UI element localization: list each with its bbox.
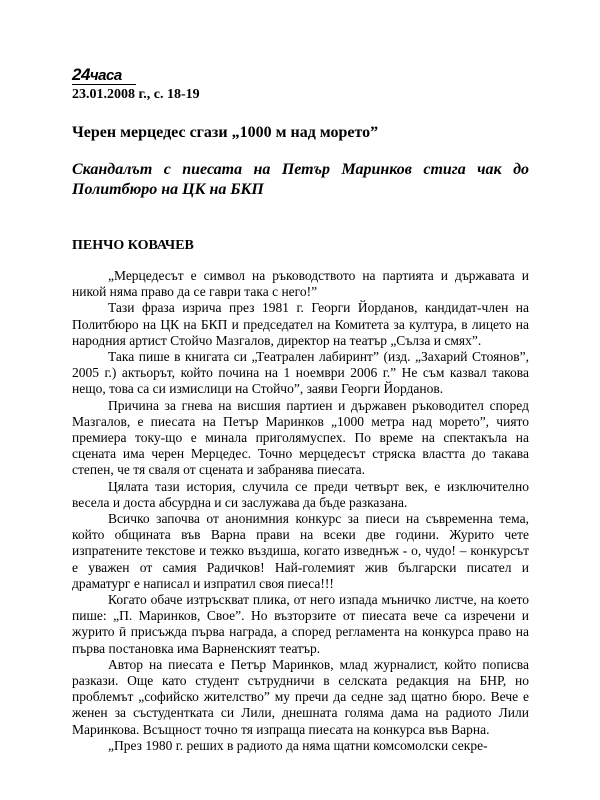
masthead-word: часа — [89, 67, 122, 84]
article-body — [72, 268, 529, 754]
body-paragraph: Цялата тази история, случила се преди четвърт век, е изключително весела и доста абсурдна и си заслужава да бъде разказана. — [72, 478, 529, 510]
body-paragraph: Всичко започва от анонимния конкурс за пиеси на съвременна тема, който общината във Варна прави на всеки две години. Журито чете изпратените текстове и тежко въздиша, когато изведнъж - о, чудо! – конкурсът е уважен от самия Радичков! Най-големият жив български писател и драматург е написал и изпратил своя пиеса!!! — [72, 511, 529, 591]
body-paragraph: „Мерцедесът е символ на ръководството на партията и държавата и никой няма право да се гаври така с него!” — [72, 268, 529, 300]
body-paragraph: Тази фраза изрича през 1981 г. Георги Йорданов, кандидат-член на Политбюро на ЦК на БКП и председател на Комитета за култура, в лицето на народния артист Стойчо Мазгалов, директор на театър „Сълза и смях”. — [72, 300, 529, 348]
masthead-number: 24 — [72, 65, 90, 84]
newspaper-masthead — [72, 66, 136, 85]
body-paragraph: „През 1980 г. реших в радиото да няма щатни комсомолски секре- — [108, 737, 488, 753]
body-paragraph: Автор на пиесата е Петър Маринков, млад журналист, който пописва разкази. Още като студент сътрудничи в селската редакция на БНР, но проблемът „софийско жителство” му пречи да седне зад щатно бюро. Вече е женен за състудентката си Лили, днешната голяма дама на радиото Лили Маринкова. Всъщност точно тя изпраща пиесата на конкурса във Варна. — [72, 656, 529, 737]
body-paragraph: Когато обаче изтръскват плика, от него изпада мъничко листче, на което пише: „П. Маринков, Свое”. Но възторзите от пиесата вече са изречени и журито ӣ присъжда първа награда, а според регламента на конкурса право на първа постановка има Варненският театър. — [72, 592, 529, 656]
body-paragraph: Причина за гнева на висшия партиен и държавен ръководител според Мазгалов, е пиесата на Петър Маринков „1000 метра над морето”, чиято премиера току-що е минала приголямуспех. По време на спектакъла на сцената има черен Мерцедес. Точно мерцедесът стряска властта до такава степен, че тя сваля от сцената и забранява пиесата. — [72, 397, 529, 478]
article-title: Черен мерцедес сгази „1000 м над морето” — [72, 124, 379, 141]
article-author: ПЕНЧО КОВАЧЕВ — [72, 238, 194, 253]
body-paragraph: Така пише в книгата си „Театрален лабиринт” (изд. „Захарий Стоянов”, 2005 г.) актьорът, който почина на 1 ноември 2006 г.” Не съм казвал такова нещо, това са си измислици на Стойчо”, заяви Георги Йорданов. — [72, 349, 529, 397]
document-page — [72, 66, 529, 754]
article-subtitle: Скандалът с пиесата на Петър Маринков стига чак до Политбюро на ЦК на БКП — [72, 161, 529, 198]
dateline: 23.01.2008 г., с. 18-19 — [72, 87, 200, 102]
